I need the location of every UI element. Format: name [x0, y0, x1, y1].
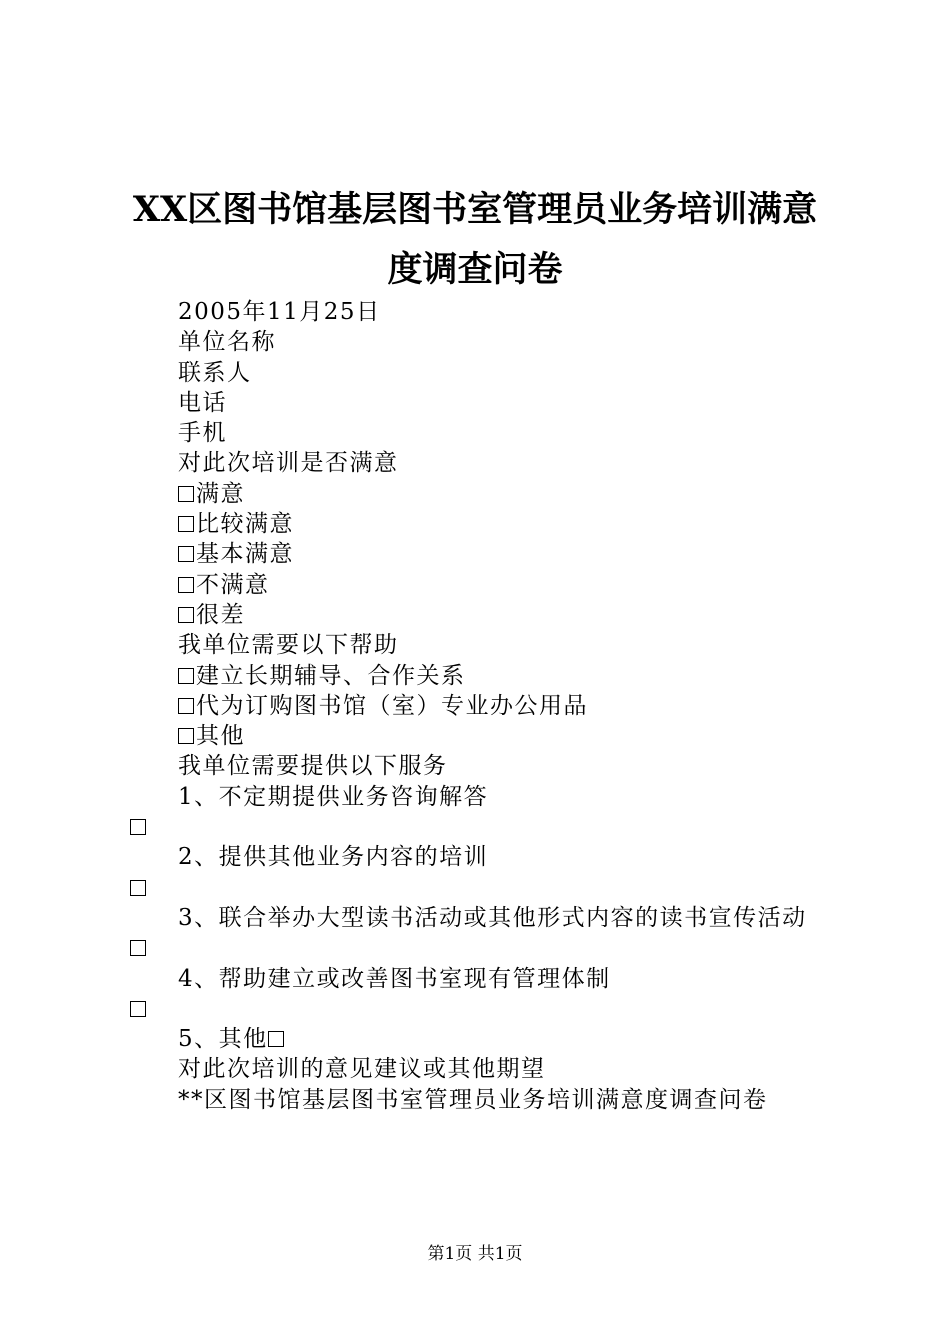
- checkbox-help-other[interactable]: [178, 728, 194, 744]
- option-label: 建立长期辅导、合作关系: [196, 662, 466, 689]
- service-item-continuation: [0, 933, 950, 963]
- service-item: [0, 964, 950, 994]
- service-item-continuation: [0, 994, 950, 1024]
- option-label: 代为订购图书馆（室）专业办公用品: [196, 692, 588, 719]
- satisfaction-option: [0, 539, 950, 569]
- checkbox-service-reading-activities[interactable]: [130, 940, 146, 956]
- satisfaction-option: [0, 570, 950, 600]
- satisfaction-option: [0, 479, 950, 509]
- field-mobile: 手机: [178, 420, 227, 447]
- field-contact-person: 联系人: [178, 359, 252, 386]
- checkbox-long-term-guidance[interactable]: [178, 668, 194, 684]
- checkbox-unsatisfied[interactable]: [178, 577, 194, 593]
- closing-line: **区图书馆基层图书室管理员业务培训满意度调查问卷: [178, 1086, 768, 1113]
- option-label: 满意: [196, 480, 245, 507]
- help-question: 我单位需要以下帮助: [178, 632, 399, 659]
- service-item-continuation: [0, 812, 950, 842]
- checkbox-service-other[interactable]: [268, 1031, 284, 1047]
- checkbox-service-consulting[interactable]: [130, 819, 146, 835]
- option-label: 其他: [196, 723, 245, 750]
- service-item: [0, 842, 950, 872]
- satisfaction-question: 对此次培训是否满意: [178, 450, 399, 477]
- service-text: 1、不定期提供业务咨询解答: [178, 783, 489, 810]
- document-title-line-2: 度调查问卷: [387, 249, 563, 290]
- document-title-line-1: XX区图书馆基层图书室管理员业务培训满意: [132, 189, 818, 230]
- service-item: [0, 1024, 950, 1054]
- checkbox-order-supplies[interactable]: [178, 698, 194, 714]
- suggestion-prompt: 对此次培训的意见建议或其他期望: [178, 1056, 546, 1083]
- service-text: 5、其他: [178, 1026, 268, 1053]
- option-label: 比较满意: [196, 511, 294, 538]
- help-option: [0, 661, 950, 691]
- option-label: 很差: [196, 601, 245, 628]
- date-line: 2005年11月25日: [178, 299, 381, 325]
- service-item-continuation: [0, 873, 950, 903]
- field-phone: 电话: [178, 389, 227, 416]
- option-label: 不满意: [196, 571, 270, 598]
- service-text: 2、提供其他业务内容的培训: [178, 844, 489, 871]
- option-label: 基本满意: [196, 541, 294, 568]
- service-text: 3、联合举办大型读书活动或其他形式内容的读书宣传活动: [178, 904, 807, 931]
- service-text: 4、帮助建立或改善图书室现有管理体制: [178, 965, 611, 992]
- checkbox-very-poor[interactable]: [178, 607, 194, 623]
- field-unit-name: 单位名称: [178, 329, 276, 356]
- checkbox-service-training[interactable]: [130, 880, 146, 896]
- help-option: [0, 691, 950, 721]
- checkbox-basically-satisfied[interactable]: [178, 546, 194, 562]
- checkbox-service-management-system[interactable]: [130, 1001, 146, 1017]
- help-option: [0, 721, 950, 751]
- satisfaction-option: [0, 600, 950, 630]
- service-item: [0, 782, 950, 812]
- satisfaction-option: [0, 509, 950, 539]
- page-footer: 第1页 共1页: [427, 1244, 523, 1264]
- service-question: 我单位需要提供以下服务: [178, 753, 448, 780]
- checkbox-fairly-satisfied[interactable]: [178, 516, 194, 532]
- service-item: [0, 903, 950, 933]
- questionnaire-body: [0, 297, 950, 1115]
- checkbox-satisfied[interactable]: [178, 486, 194, 502]
